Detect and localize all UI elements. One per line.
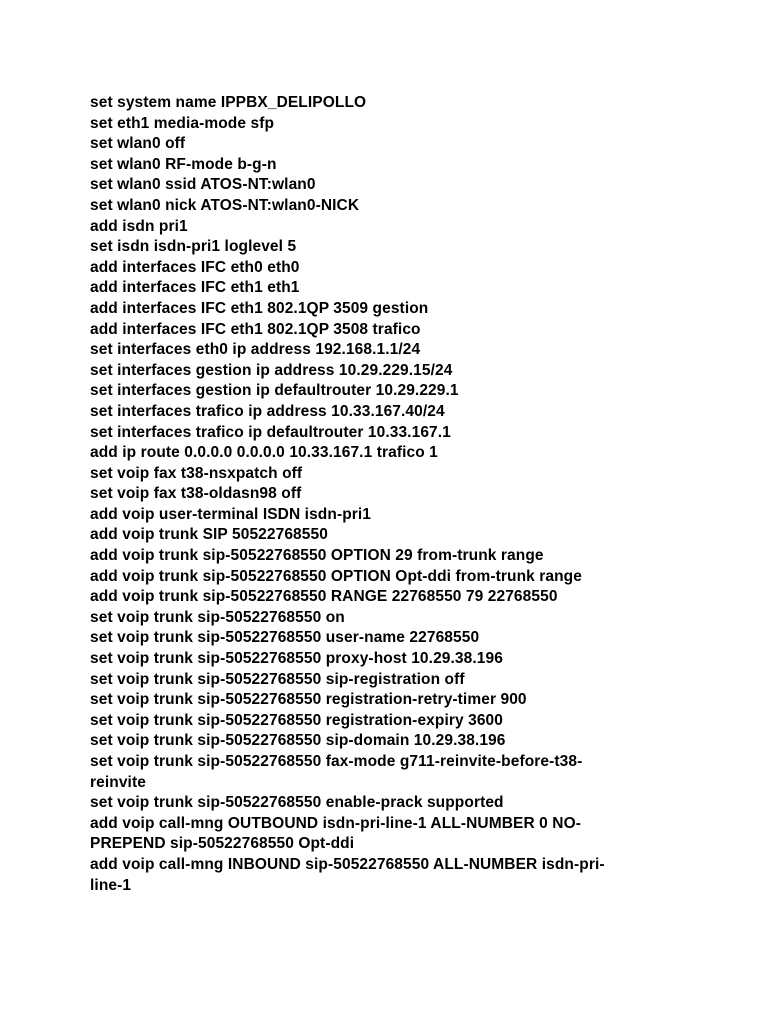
- config-line: add voip trunk sip-50522768550 OPTION 29 from-trunk range: [90, 547, 544, 565]
- config-line: add voip trunk sip-50522768550 RANGE 22768550 79 22768550: [90, 588, 558, 606]
- config-line: set interfaces trafico ip address 10.33.167.40/24: [90, 402, 445, 420]
- config-line: set voip trunk sip-50522768550 sip-registration off: [90, 670, 465, 688]
- config-line: set voip trunk sip-50522768550 user-name 22768550: [90, 629, 480, 647]
- config-line: add isdn pri1: [90, 217, 188, 235]
- config-line: add ip route 0.0.0.0 0.0.0.0 10.33.167.1 trafico 1: [90, 444, 438, 462]
- config-line: add voip trunk sip-50522768550 OPTION Opt-ddi from-trunk range: [90, 567, 582, 585]
- config-line: set interfaces eth0 ip address 192.168.1.1/24: [90, 341, 421, 359]
- config-line: PREPEND sip-50522768550 Opt-ddi: [90, 835, 355, 853]
- config-line: set wlan0 RF-mode b-g-n: [90, 155, 277, 173]
- config-line: set wlan0 ssid ATOS-NT:wlan0: [90, 176, 316, 194]
- config-line: add interfaces IFC eth1 802.1QP 3509 gestion: [90, 299, 429, 317]
- config-line: set interfaces trafico ip defaultrouter 10.33.167.1: [90, 423, 451, 441]
- config-line: set eth1 media-mode sfp: [90, 114, 275, 132]
- config-line: set voip trunk sip-50522768550 enable-prack supported: [90, 794, 504, 812]
- config-line: set voip trunk sip-50522768550 fax-mode g711-reinvite-before-t38-: [90, 753, 583, 770]
- config-line: set voip trunk sip-50522768550 on: [90, 608, 345, 626]
- config-line: set voip trunk sip-50522768550 registration-retry-timer 900: [90, 691, 527, 709]
- config-line: reinvite: [90, 773, 146, 791]
- config-line: set voip fax t38-oldasn98 off: [90, 485, 302, 503]
- config-line: add voip user-terminal ISDN isdn-pri1: [90, 505, 372, 523]
- config-line: set wlan0 nick ATOS-NT:wlan0-NICK: [90, 196, 360, 214]
- config-line: line-1: [90, 876, 132, 894]
- config-line: set voip fax t38-nsxpatch off: [90, 464, 303, 482]
- config-line: set wlan0 off: [90, 135, 186, 153]
- config-command-list: [90, 93, 650, 896]
- config-line: set voip trunk sip-50522768550 registration-expiry 3600: [90, 711, 504, 729]
- config-line: set interfaces gestion ip defaultrouter 10.29.229.1: [90, 382, 459, 400]
- config-line: add voip trunk SIP 50522768550: [90, 526, 328, 544]
- config-line: add interfaces IFC eth1 802.1QP 3508 trafico: [90, 320, 421, 338]
- config-line: add interfaces IFC eth0 eth0: [90, 258, 300, 276]
- config-line: set system name IPPBX_DELIPOLLO: [90, 94, 367, 111]
- config-line: set voip trunk sip-50522768550 proxy-host 10.29.38.196: [90, 650, 503, 668]
- config-line: add interfaces IFC eth1 eth1: [90, 279, 300, 297]
- config-line: set voip trunk sip-50522768550 sip-domain 10.29.38.196: [90, 732, 506, 750]
- config-line: add voip call-mng INBOUND sip-50522768550 ALL-NUMBER isdn-pri-: [90, 855, 605, 873]
- config-line: add voip call-mng OUTBOUND isdn-pri-line-1 ALL-NUMBER 0 NO-: [90, 814, 581, 832]
- config-line: set isdn isdn-pri1 loglevel 5: [90, 238, 297, 256]
- config-line: set interfaces gestion ip address 10.29.229.15/24: [90, 361, 453, 379]
